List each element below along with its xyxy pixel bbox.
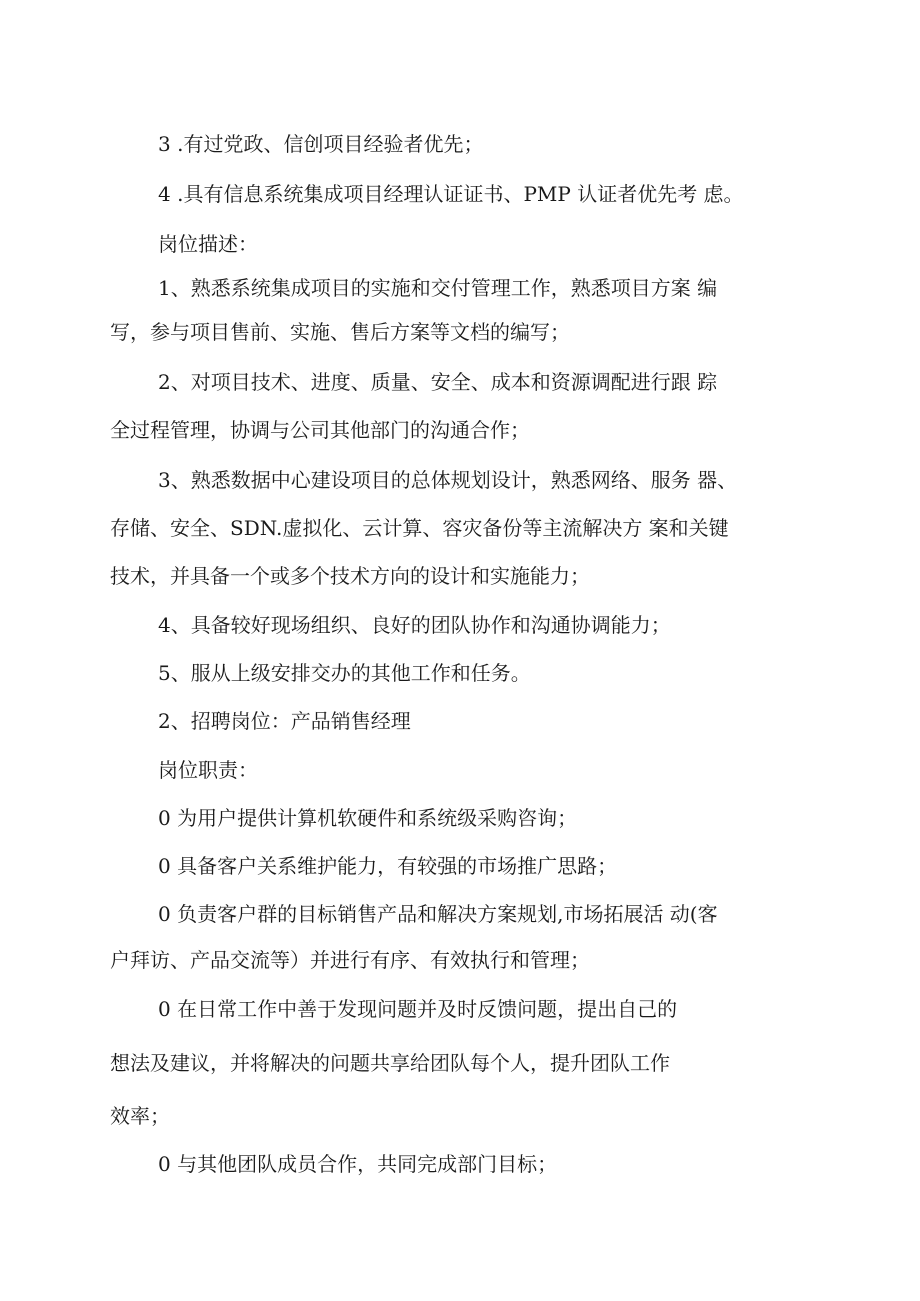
description-item-1-cont: 写，参与项目售前、实施、售后方案等文档的编写； xyxy=(110,320,570,344)
responsibility-item-1: 0 为用户提供计算机软硬件和系统级采购咨询； xyxy=(158,806,578,830)
description-item-1: 1、熟悉系统集成项目的实施和交付管理工作，熟悉项目方案 编 xyxy=(158,276,718,300)
responsibility-item-4-cont-1: 想法及建议，并将解决的问题共享给团队每个人，提升团队工作 xyxy=(110,1051,670,1075)
responsibility-item-4: 0 在日常工作中善于发现问题并及时反馈问题，提出自己的 xyxy=(158,997,678,1021)
description-item-2: 2、对项目技术、进度、质量、安全、成本和资源调配进行跟 踪 xyxy=(158,370,718,394)
responsibility-item-5: 0 与其他团队成员合作，共同完成部门目标； xyxy=(158,1152,558,1176)
position-heading-sales-manager: 2、招聘岗位：产品销售经理 xyxy=(158,709,411,733)
responsibility-item-3: 0 负责客户群的目标销售产品和解决方案规划,市场拓展活 动(客 xyxy=(158,902,718,926)
responsibility-item-3-cont: 户拜访、产品交流等）并进行有序、有效执行和管理； xyxy=(110,948,590,972)
section-heading-job-description: 岗位描述： xyxy=(158,232,258,256)
description-item-3-cont-1: 存储、安全、SDN.虚拟化、云计算、容灾备份等主流解决方 案和关键 xyxy=(110,516,729,540)
description-item-4: 4、具备较好现场组织、良好的团队协作和沟通协调能力； xyxy=(158,613,671,637)
description-item-2-cont: 全过程管理，协调与公司其他部门的沟通合作； xyxy=(110,418,530,442)
requirement-3: 3 .有过党政、信创项目经验者优先； xyxy=(158,132,484,156)
responsibility-item-2: 0 具备客户关系维护能力，有较强的市场推广思路； xyxy=(158,854,618,878)
requirement-4: 4 .具有信息系统集成项目经理认证证书、PMP 认证者优先考 虑。 xyxy=(158,182,744,206)
description-item-3-cont-2: 技术，并具备一个或多个技术方向的设计和实施能力； xyxy=(110,564,590,588)
responsibility-item-4-cont-2: 效率； xyxy=(110,1104,170,1128)
section-heading-responsibilities: 岗位职责： xyxy=(158,758,258,782)
description-item-5: 5、服从上级安排交办的其他工作和任务。 xyxy=(158,661,531,685)
description-item-3: 3、熟悉数据中心建设项目的总体规划设计，熟悉网络、服务 器、 xyxy=(158,468,738,492)
